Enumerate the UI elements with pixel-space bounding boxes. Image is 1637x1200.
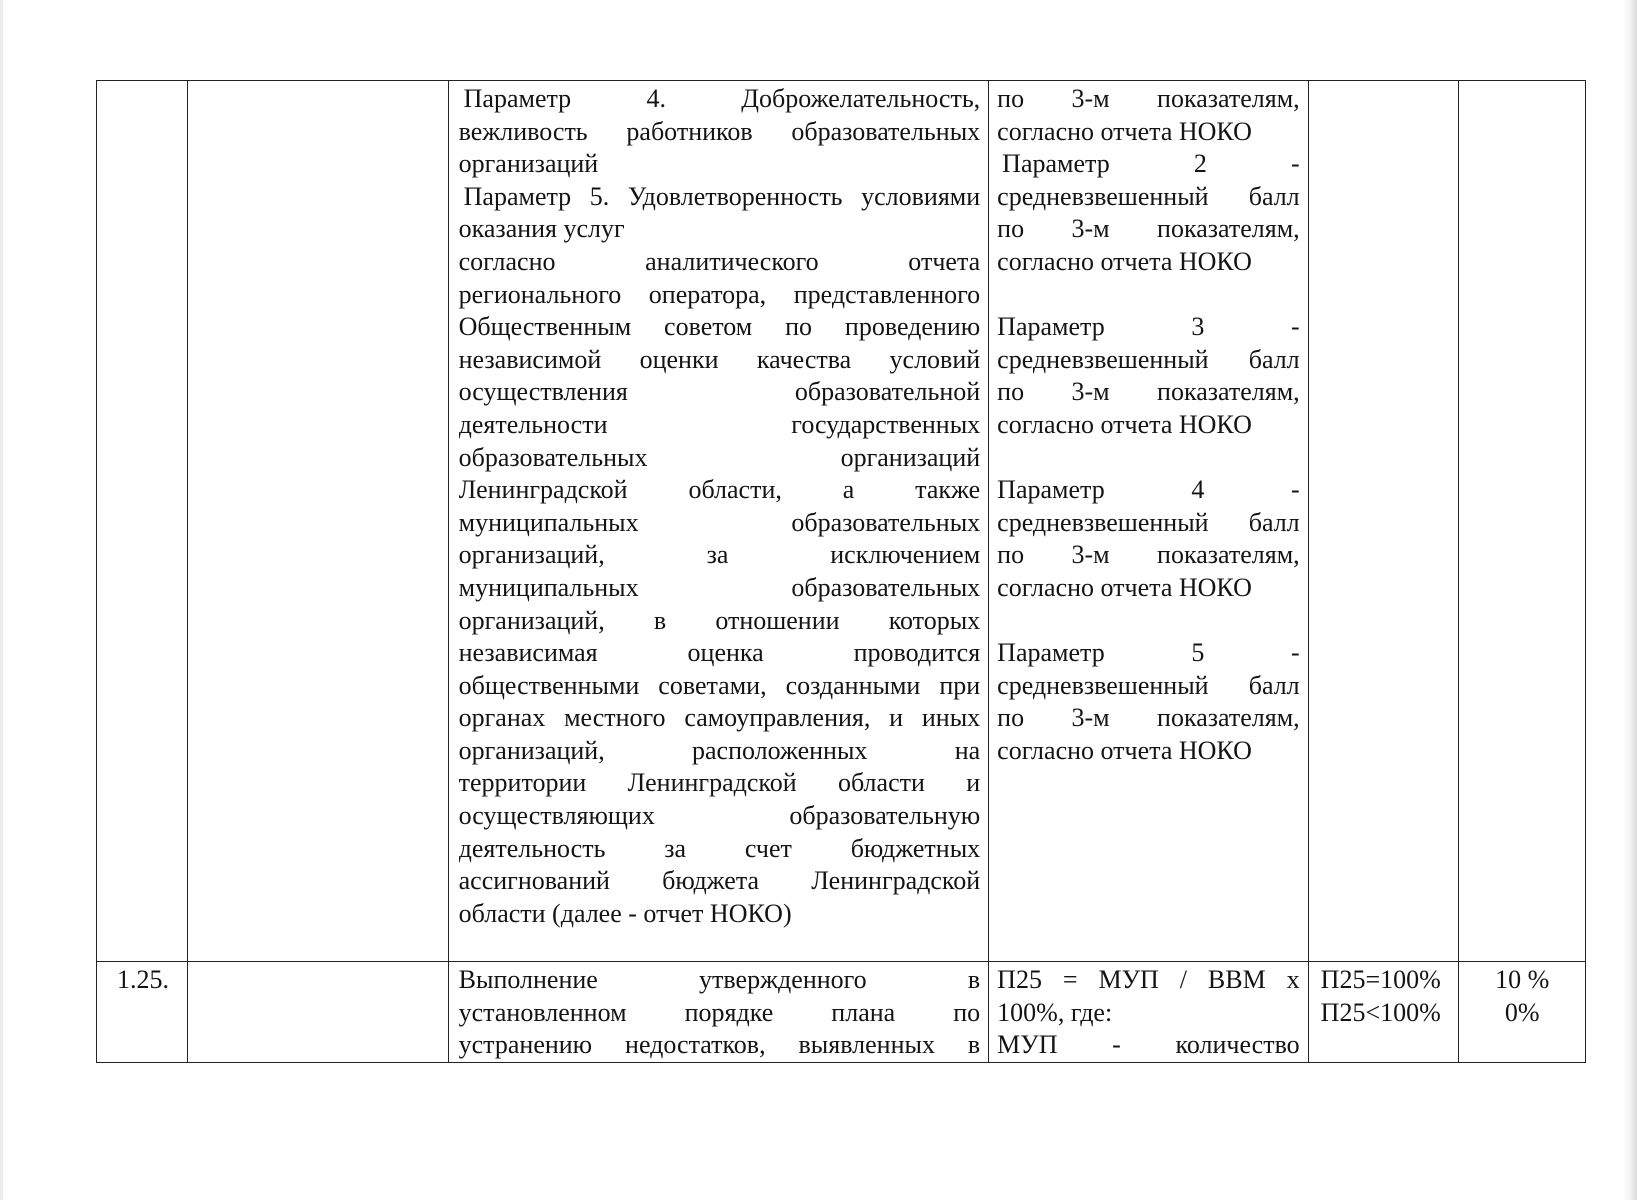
text-line: по 3-м показателям, [997,377,1300,407]
cell-calculation-continuation [989,81,1309,962]
table-row-1-25 [97,962,1586,1063]
text-line: территории Ленинградской области и [458,768,981,798]
blank-line [997,442,1300,475]
text-line: общественными советами, созданными при [458,670,981,700]
text-line: средневзвешенный балл [997,344,1300,374]
text-line: деятельность за счет бюджетных [458,833,981,863]
row-number: 1.25. [117,965,169,994]
cell-value-empty [1308,81,1459,962]
scan-edge-right [1623,0,1637,1200]
cell-calculation [989,962,1309,1063]
percent-line: 10 % [1495,965,1550,994]
text-line: средневзвешенный балл [997,181,1300,211]
text-line: по 3-м показателям, [997,84,1300,113]
cell-name-empty [188,962,448,1063]
text-line: согласно аналитического отчета [458,246,981,276]
text-line: осуществляющих образовательную [458,801,981,831]
text-line: организаций, расположенных на [458,735,981,765]
cell-description [448,962,989,1063]
text-line: согласно отчета НОКО [997,246,1252,276]
cell-value [1308,962,1459,1063]
text-line: области (далее - отчет НОКО) [458,898,792,928]
criteria-table [96,80,1586,1063]
text-line: независимой оценки качества условий [458,344,981,374]
text-line: организаций [458,149,599,179]
text-line: устранению недостатков, выявленных в [458,1030,981,1060]
text-line: по 3-м показателям, [997,214,1300,244]
description-text [449,962,989,1062]
text-line: независимая оценка проводится [458,638,981,668]
blank-line [997,279,1300,312]
text-line: образовательных организаций [458,442,981,472]
text-line: Общественным советом по проведению [458,312,981,342]
text-line: Параметр 5 - [997,638,1300,668]
text-line: деятельности государственных [458,409,981,439]
cell-percent [1459,962,1586,1063]
text-line: согласно отчета НОКО [997,409,1252,439]
text-line: средневзвешенный балл [997,670,1300,700]
text-line: Выполнение утвержденного в [458,965,981,994]
text-line: регионального оператора, представленного [458,279,981,309]
text-line: установленном порядке плана по [458,997,981,1027]
blank-line [997,605,1300,638]
value-line: П25=100% [1320,965,1441,994]
text-line: по 3-м показателям, [997,703,1300,733]
calculation-text [989,962,1308,1062]
text-line: по 3-м показателям, [997,540,1300,570]
value-line: П25<100% [1320,997,1441,1027]
text-line: Параметр 5. Удовлетворенность условиями [463,181,981,211]
text-line: организаций, в отношении которых [458,605,981,635]
text-line: органах местного самоуправления, и иных [458,703,981,733]
text-line: ассигнований бюджета Ленинградской [458,866,981,896]
cell-number-empty [97,81,188,962]
text-line: осуществления образовательной [458,377,981,407]
text-line: средневзвешенный балл [997,507,1300,537]
cell-percent-empty [1459,81,1586,962]
text-line: согласно отчета НОКО [997,572,1252,602]
calculation-text [989,81,1308,767]
text-line: муниципальных образовательных [458,507,981,537]
cell-name-empty [188,81,448,962]
text-line: организаций, за исключением [458,540,981,570]
text-line: согласно отчета НОКО [997,735,1252,765]
text-line: 100%, где: [997,997,1113,1027]
text-line: оказания услуг [458,214,625,244]
cell-description-continuation [448,81,989,962]
scan-edge-left [0,0,3,1200]
cell-number [97,962,188,1063]
description-text [449,81,989,930]
percent-line: 0% [1504,997,1540,1027]
text-line: Параметр 4. Доброжелательность, [463,84,981,113]
text-line: П25 = МУП / ВВМ х [997,965,1300,994]
text-line: Ленинградской области, а также [458,475,981,505]
text-line: Параметр 2 - [1002,149,1300,179]
text-line: муниципальных образовательных [458,572,981,602]
text-line: вежливость работников образовательных [458,116,981,146]
table-row-continuation [97,81,1586,962]
text-line: Параметр 4 - [997,475,1300,505]
text-line: согласно отчета НОКО [997,116,1252,146]
text-line: Параметр 3 - [997,312,1300,342]
text-line: МУП - количество [997,1030,1300,1060]
